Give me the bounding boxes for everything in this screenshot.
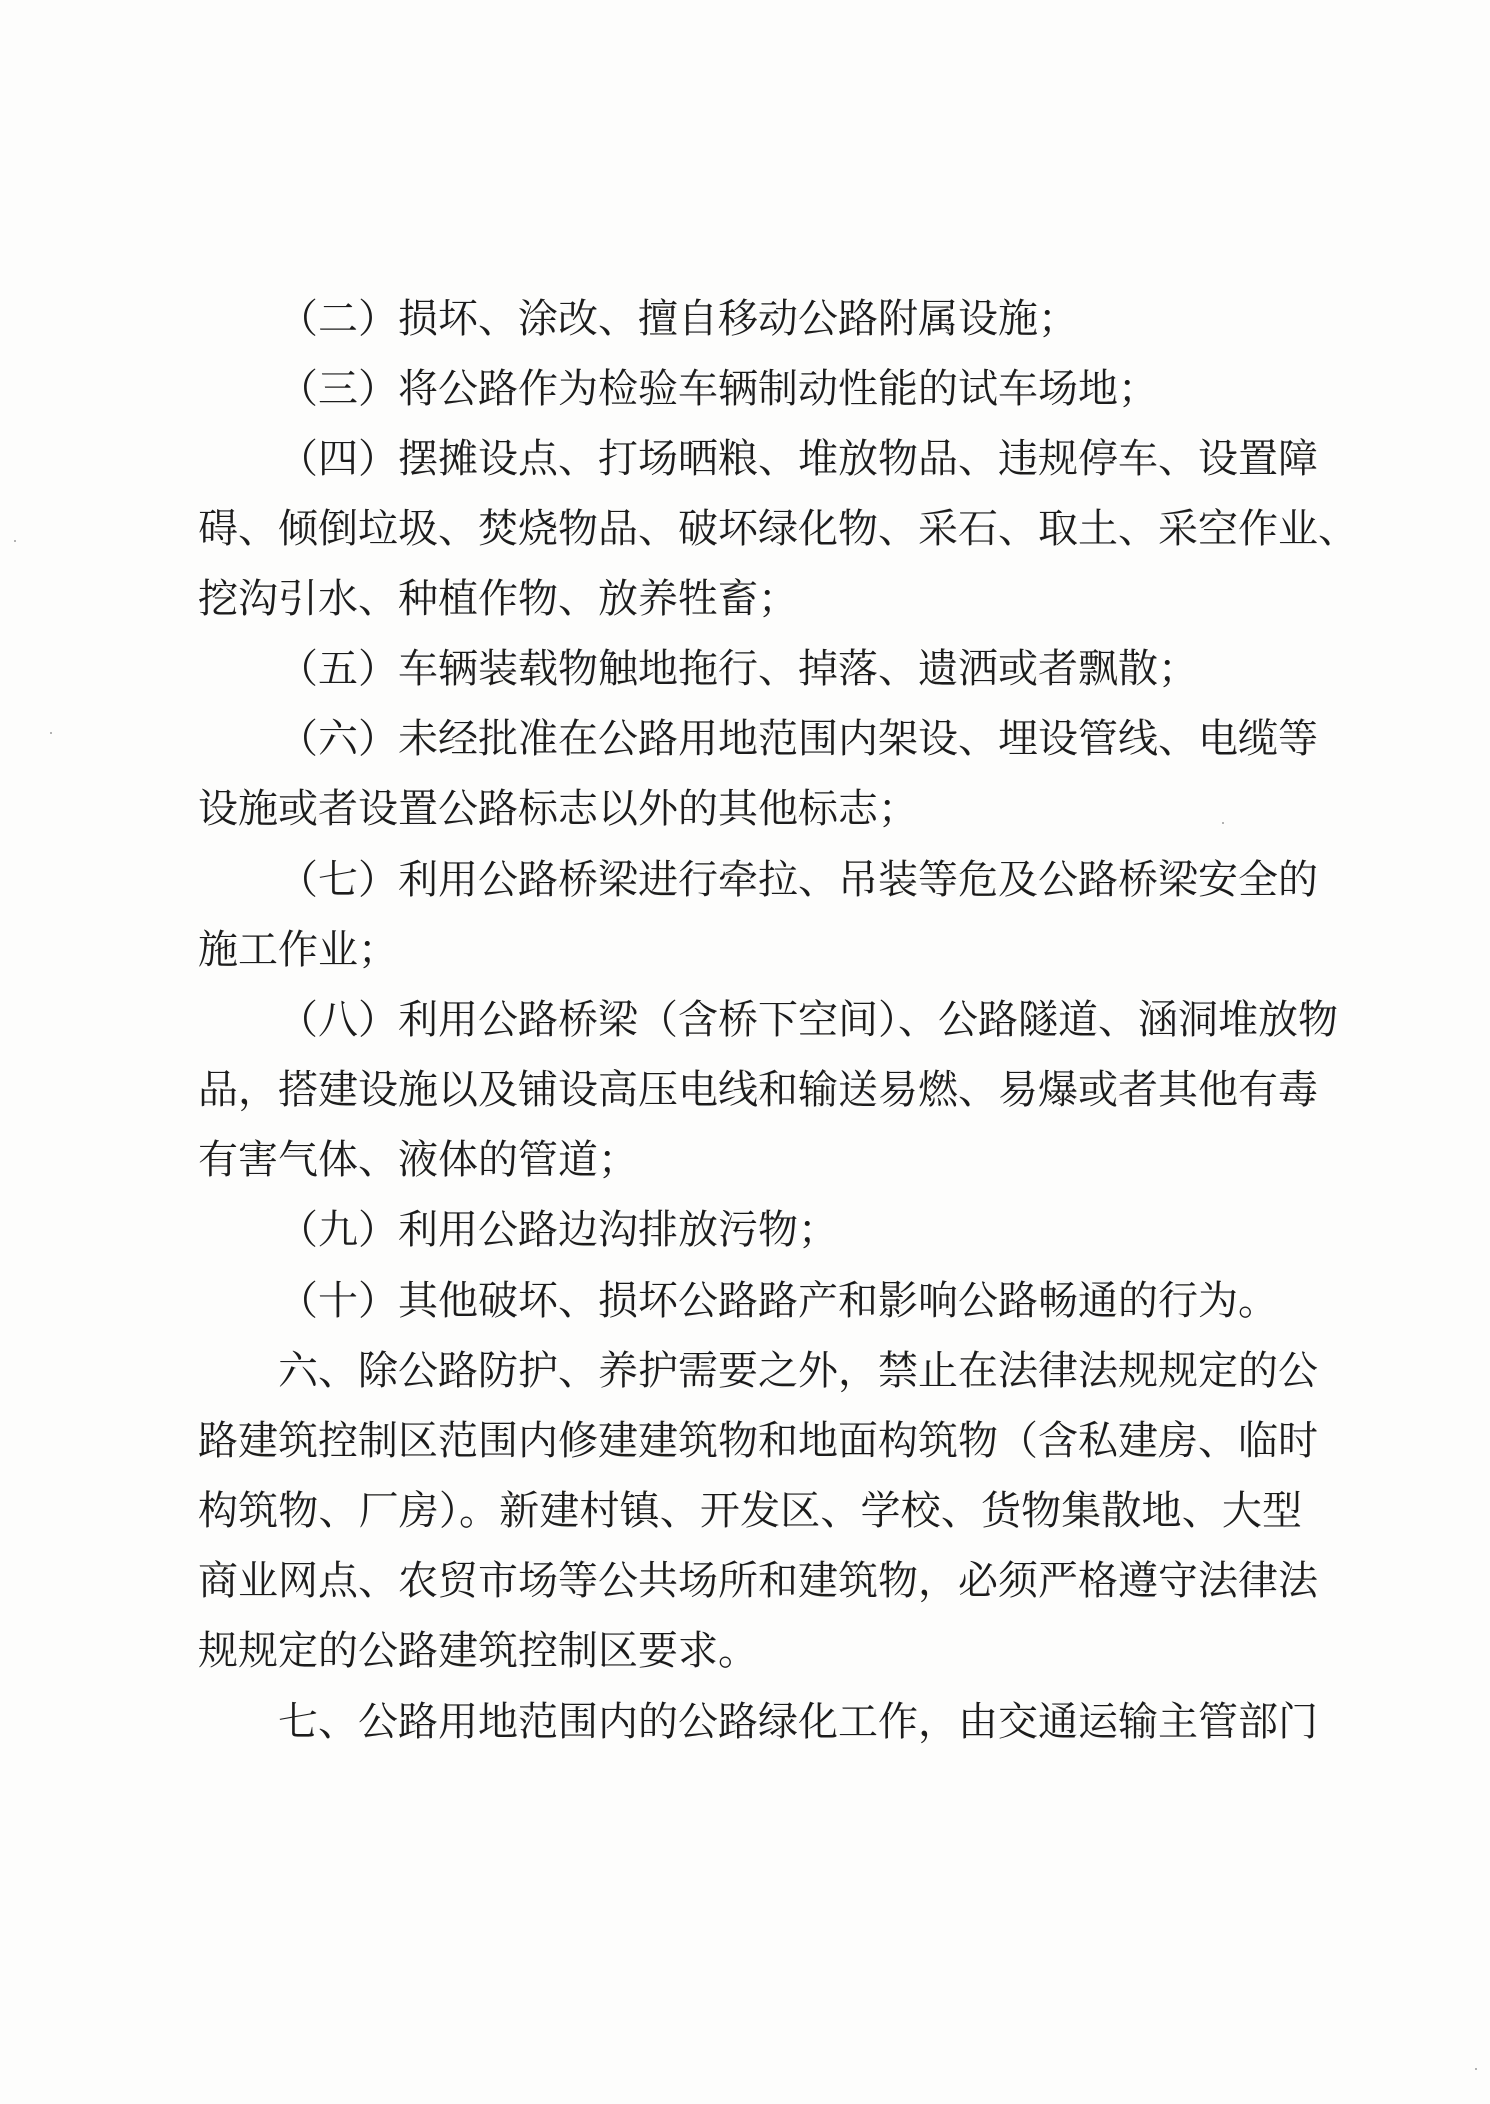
- scan-speck: [14, 540, 16, 542]
- item-3-line: （三）将公路作为检验车辆制动性能的试车场地；: [278, 366, 1158, 412]
- item-8-line-3: 有害气体、液体的管道；: [198, 1137, 638, 1183]
- item-7-line-2: 施工作业；: [198, 927, 398, 973]
- item-6-line-1: （六）未经批准在公路用地范围内架设、埋设管线、电缆等: [278, 716, 1318, 762]
- section-6-line-5: 规规定的公路建筑控制区要求。: [198, 1628, 758, 1674]
- item-5-line: （五）车辆装载物触地拖行、掉落、遗洒或者飘散；: [278, 646, 1198, 692]
- item-9-line: （九）利用公路边沟排放污物；: [278, 1207, 838, 1253]
- item-8-line-2: 品，搭建设施以及铺设高压电线和输送易燃、易爆或者其他有毒: [198, 1067, 1318, 1113]
- item-8-line-1: （八）利用公路桥梁（含桥下空间）、公路隧道、涵洞堆放物: [278, 997, 1338, 1043]
- section-6-line-4: 商业网点、农贸市场等公共场所和建筑物，必须严格遵守法律法: [198, 1558, 1318, 1604]
- scan-speck: [1475, 2068, 1477, 2070]
- item-10-line: （十）其他破坏、损坏公路路产和影响公路畅通的行为。: [278, 1278, 1278, 1324]
- item-2-line: （二）损坏、涂改、擅自移动公路附属设施；: [278, 296, 1078, 342]
- section-6-line-3: 构筑物、厂房）。新建村镇、开发区、学校、货物集散地、大型: [198, 1488, 1302, 1534]
- item-4-line-3: 挖沟引水、种植作物、放养牲畜；: [198, 576, 798, 622]
- item-4-line-2: 碍、倾倒垃圾、焚烧物品、破坏绿化物、采石、取土、采空作业、: [198, 506, 1358, 552]
- scan-speck: [50, 732, 52, 734]
- section-6-line-2: 路建筑控制区范围内修建建筑物和地面构筑物（含私建房、临时: [198, 1418, 1318, 1464]
- section-6-line-1: 六、除公路防护、养护需要之外，禁止在法律法规规定的公: [278, 1348, 1318, 1394]
- item-7-line-1: （七）利用公路桥梁进行牵拉、吊装等危及公路桥梁安全的: [278, 857, 1318, 903]
- scan-speck: [1222, 822, 1224, 824]
- item-4-line-1: （四）摆摊设点、打场晒粮、堆放物品、违规停车、设置障: [278, 436, 1318, 482]
- item-6-line-2: 设施或者设置公路标志以外的其他标志；: [198, 786, 918, 832]
- section-7-line-1: 七、公路用地范围内的公路绿化工作，由交通运输主管部门: [278, 1699, 1318, 1745]
